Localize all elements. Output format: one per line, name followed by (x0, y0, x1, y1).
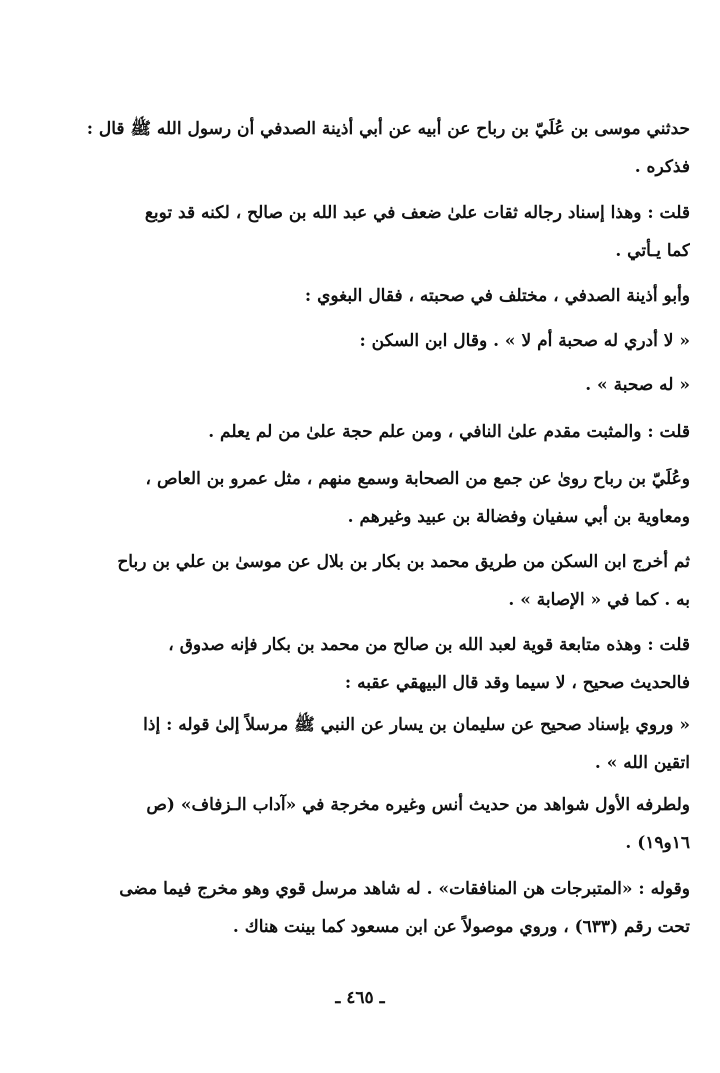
page-number: ـ ٤٦٥ ـ (335, 988, 385, 1008)
paragraph-line: كما يـأتي . (615, 241, 690, 261)
paragraph-mutabaa (78, 626, 720, 702)
paragraph-mutabarrijat (78, 870, 720, 946)
paragraph-line: « لا أدري له صحبة أم لا » . وقال ابن السكن : (359, 331, 690, 351)
paragraph-line: « وروي بإسناد صحيح عن سليمان بن يسار عن النبي ﷺ مرسلاً إلىٰ قوله : إذا (143, 715, 690, 735)
paragraph-muthbit (78, 413, 720, 451)
paragraph-line: وأبو أذينة الصدفي ، مختلف في صحبته ، فقال البغوي : (304, 286, 690, 306)
paragraph-baghawi-quote (78, 322, 720, 360)
paragraph-line: تحت رقم (٦٣٣) ، وروي موصولاً عن ابن مسعود كما بينت هناك . (232, 917, 690, 937)
paragraph-bayhaqi-quote (78, 706, 720, 782)
paragraph-line: « له صحبة » . (585, 375, 690, 395)
paragraph-line: ومعاوية بن أبي سفيان وفضالة بن عبيد وغيرهم . (347, 507, 690, 527)
paragraph-ibn-sakan-quote (78, 366, 720, 404)
paragraph-line: ولطرفه الأول شواهد من حديث أنس وغيره مخرجة في «آداب الـزفاف» (ص (146, 795, 690, 815)
paragraph-line: قلت : وهذه متابعة قوية لعبد الله بن صالح من محمد بن بكار فإنه صدوق ، (168, 635, 690, 655)
paragraph-line: ١٦و١٩) . (625, 833, 690, 853)
paragraph-line: وقوله : «المتبرجات هن المنافقات» . له شاهد مرسل قوي وهو مخرج فيما مضى (119, 879, 690, 899)
paragraph-line: فالحديث صحيح ، لا سيما وقد قال البيهقي عقبه : (344, 673, 690, 693)
paragraph-abu-udhayna (78, 277, 720, 315)
paragraph-ibn-sakan-route (78, 543, 720, 619)
paragraph-line: حدثني موسى بن عُلَيّ بن رباح عن أبيه عن أبي أذينة الصدفي أن رسول الله ﷺ قال : (86, 119, 690, 139)
paragraph-line: اتقين الله » . (594, 753, 690, 773)
paragraph-line: قلت : وهذا إسناد رجاله ثقات علىٰ ضعف في عبد الله بن صالح ، لكنه قد توبع (144, 203, 690, 223)
paragraph-hadith-chain (78, 110, 720, 186)
paragraph-line: فذكره . (634, 157, 690, 177)
paragraph-line: قلت : والمثبت مقدم علىٰ النافي ، ومن علم حجة علىٰ من لم يعلم . (208, 422, 690, 442)
paragraph-line: به . كما في « الإصابة » . (508, 590, 690, 610)
paragraph-isnad-comment (78, 194, 720, 270)
paragraph-line: وعُلَيّ بن رباح روىٰ عن جمع من الصحابة وسمع منهم ، مثل عمرو بن العاص ، (145, 469, 690, 489)
paragraph-line: ثم أخرج ابن السكن من طريق محمد بن بكار بن بلال عن موسىٰ بن علي بن رباح (117, 552, 690, 572)
paragraph-ulayy-bin-rabah (78, 460, 720, 536)
paragraph-shawahid (78, 786, 720, 862)
